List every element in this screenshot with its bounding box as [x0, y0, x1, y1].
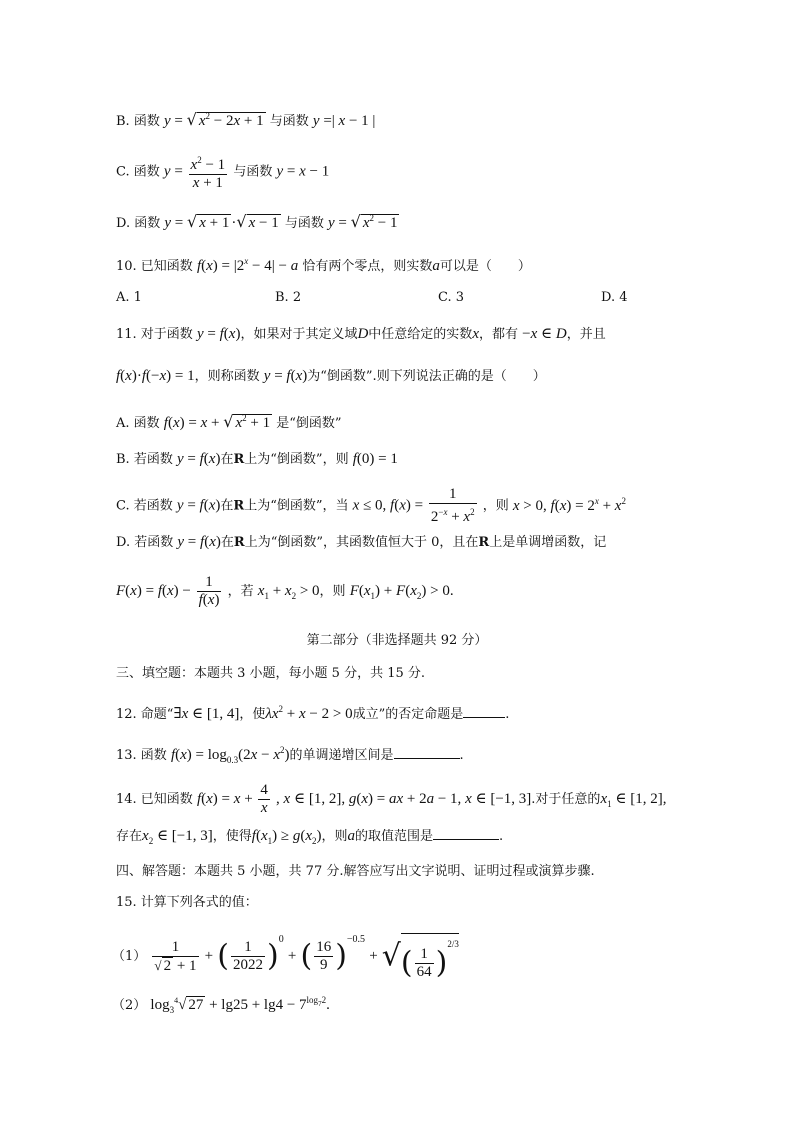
- section-three-heading: 三、填空题：本题共 3 小题，每小题 5 分，共 15 分.: [116, 666, 426, 681]
- q11-option-a: A. 函数 f(x) = x + √ $x^2 + 1$ 是“倒函数”: [116, 412, 342, 431]
- fraction: $\frac{16}{9}$: [316, 939, 332, 973]
- fraction: $\frac{4}{x}$: [260, 782, 268, 816]
- fraction: $\frac{1}{f(x)}$: [198, 574, 220, 608]
- q11-stem-line1: 11. 对于函数 y = f(x)，如果对于其定义域D中任意给定的实数x，都有 −x ∈ D，并且: [116, 326, 606, 342]
- q10-stem: 10. 已知函数 $f(x) = |2^x - 4| - a$ 恰有两个零点，则实数a可以是（ ）: [116, 256, 531, 274]
- q11-option-b: B. 若函数 y = f(x)在R上为“倒函数”，则 f(0) = 1: [116, 451, 398, 467]
- q11-stem-line2: f(x)·f(−x) = 1，则称函数 y = f(x)为“倒函数”.则下列说法正确的是（ ）: [116, 368, 546, 384]
- q11-option-c: C. 若函数 y = f(x)在R上为“倒函数”，当 x ≤ 0, f(x) = $\frac{1}{2^{-x} + x^2}$ ，则 x > 0, $f(x) = 2^x + x^2$: [116, 486, 626, 525]
- section-four-heading: 四、解答题：本题共 5 小题，共 77 分.解答应写出文字说明、证明过程或演算步骤.: [116, 864, 595, 879]
- q11-option-d-line2: F(x) = f(x) − $\frac{1}{f(x)}$ ，若 $x_1 + x_2 > 0$，则 $F(x_1) + F(x_2) > 0$.: [116, 574, 454, 608]
- choice-d: D. 4: [601, 290, 628, 305]
- q9-option-b: B. 函数 y = √ $x^2 - 2x + 1$ 与函数 y =| x − 1 |: [116, 110, 376, 129]
- q9-option-d: D. 函数 y = √ x + 1 ·√ x − 1 与函数 y = √ $x^2 - 1$: [116, 212, 398, 231]
- fraction: $\frac{x^2 - 1}{x + 1}$: [189, 152, 228, 192]
- fraction: $\frac{1}{64}$: [416, 945, 432, 980]
- q14-line2: 存在$x_2$ ∈ [−1, 3]，使得$f(x_1) \ge g(x_2)$，则a的取值范围是 .: [116, 828, 504, 846]
- q13: 13. 函数 $f(x) = \log_{0.3}(2x - x^2)$的单调递增区间是 .: [116, 745, 464, 765]
- answer-blank[interactable]: [433, 827, 499, 840]
- q14-line1: 14. 已知函数 f(x) = x + $\frac{4}{x}$ , x ∈ [1, 2], g(x) = ax + 2a − 1, x ∈ [−1, 3].对于任意的$x_1$ ∈ [1, 2],: [116, 782, 667, 816]
- q15-title: 15. 计算下列各式的值：: [116, 895, 258, 910]
- fraction: $\frac{1}{2^{-x} + x^2}$: [430, 486, 475, 525]
- fraction: $\frac{1}{√ 2 + 1}$: [154, 938, 197, 974]
- fraction: $\frac{1}{2022}$: [233, 939, 263, 973]
- choice-b: B. 2: [275, 290, 302, 305]
- q12: 12. 命题“∃x ∈ [1, 4]，使$\lambda x^2 + x - 2 > 0$成立”的否定命题是 .: [116, 704, 510, 722]
- answer-blank[interactable]: [394, 746, 460, 759]
- q11-option-d: D. 若函数 y = f(x)在R上为“倒函数”，其函数值恒大于 0，且在R上是单调增函数，记: [116, 534, 607, 550]
- answer-blank[interactable]: [463, 705, 505, 718]
- q15-part1: （1） $\frac{1}{√ 2 + 1}$ + ( $\frac{1}{2022}$ )$^0$ + ( $\frac{16}{9}$ )$^{-0.5}$ + √( $\frac{1}{64}$ )$^{2/3}$: [112, 934, 459, 980]
- q15-part2: （2） $\log_3^4√$ $27 + \lg 25 + \lg 4 - 7^{log_72}$.: [112, 995, 330, 1015]
- choice-a: A. 1: [116, 290, 142, 305]
- q9-option-c: C. 函数 y = $\frac{x^2 - 1}{x + 1}$ 与函数 y = x − 1: [116, 152, 329, 192]
- choice-c: C. 3: [438, 290, 465, 305]
- part-two-title: 第二部分（非选择题共 92 分）: [306, 633, 488, 648]
